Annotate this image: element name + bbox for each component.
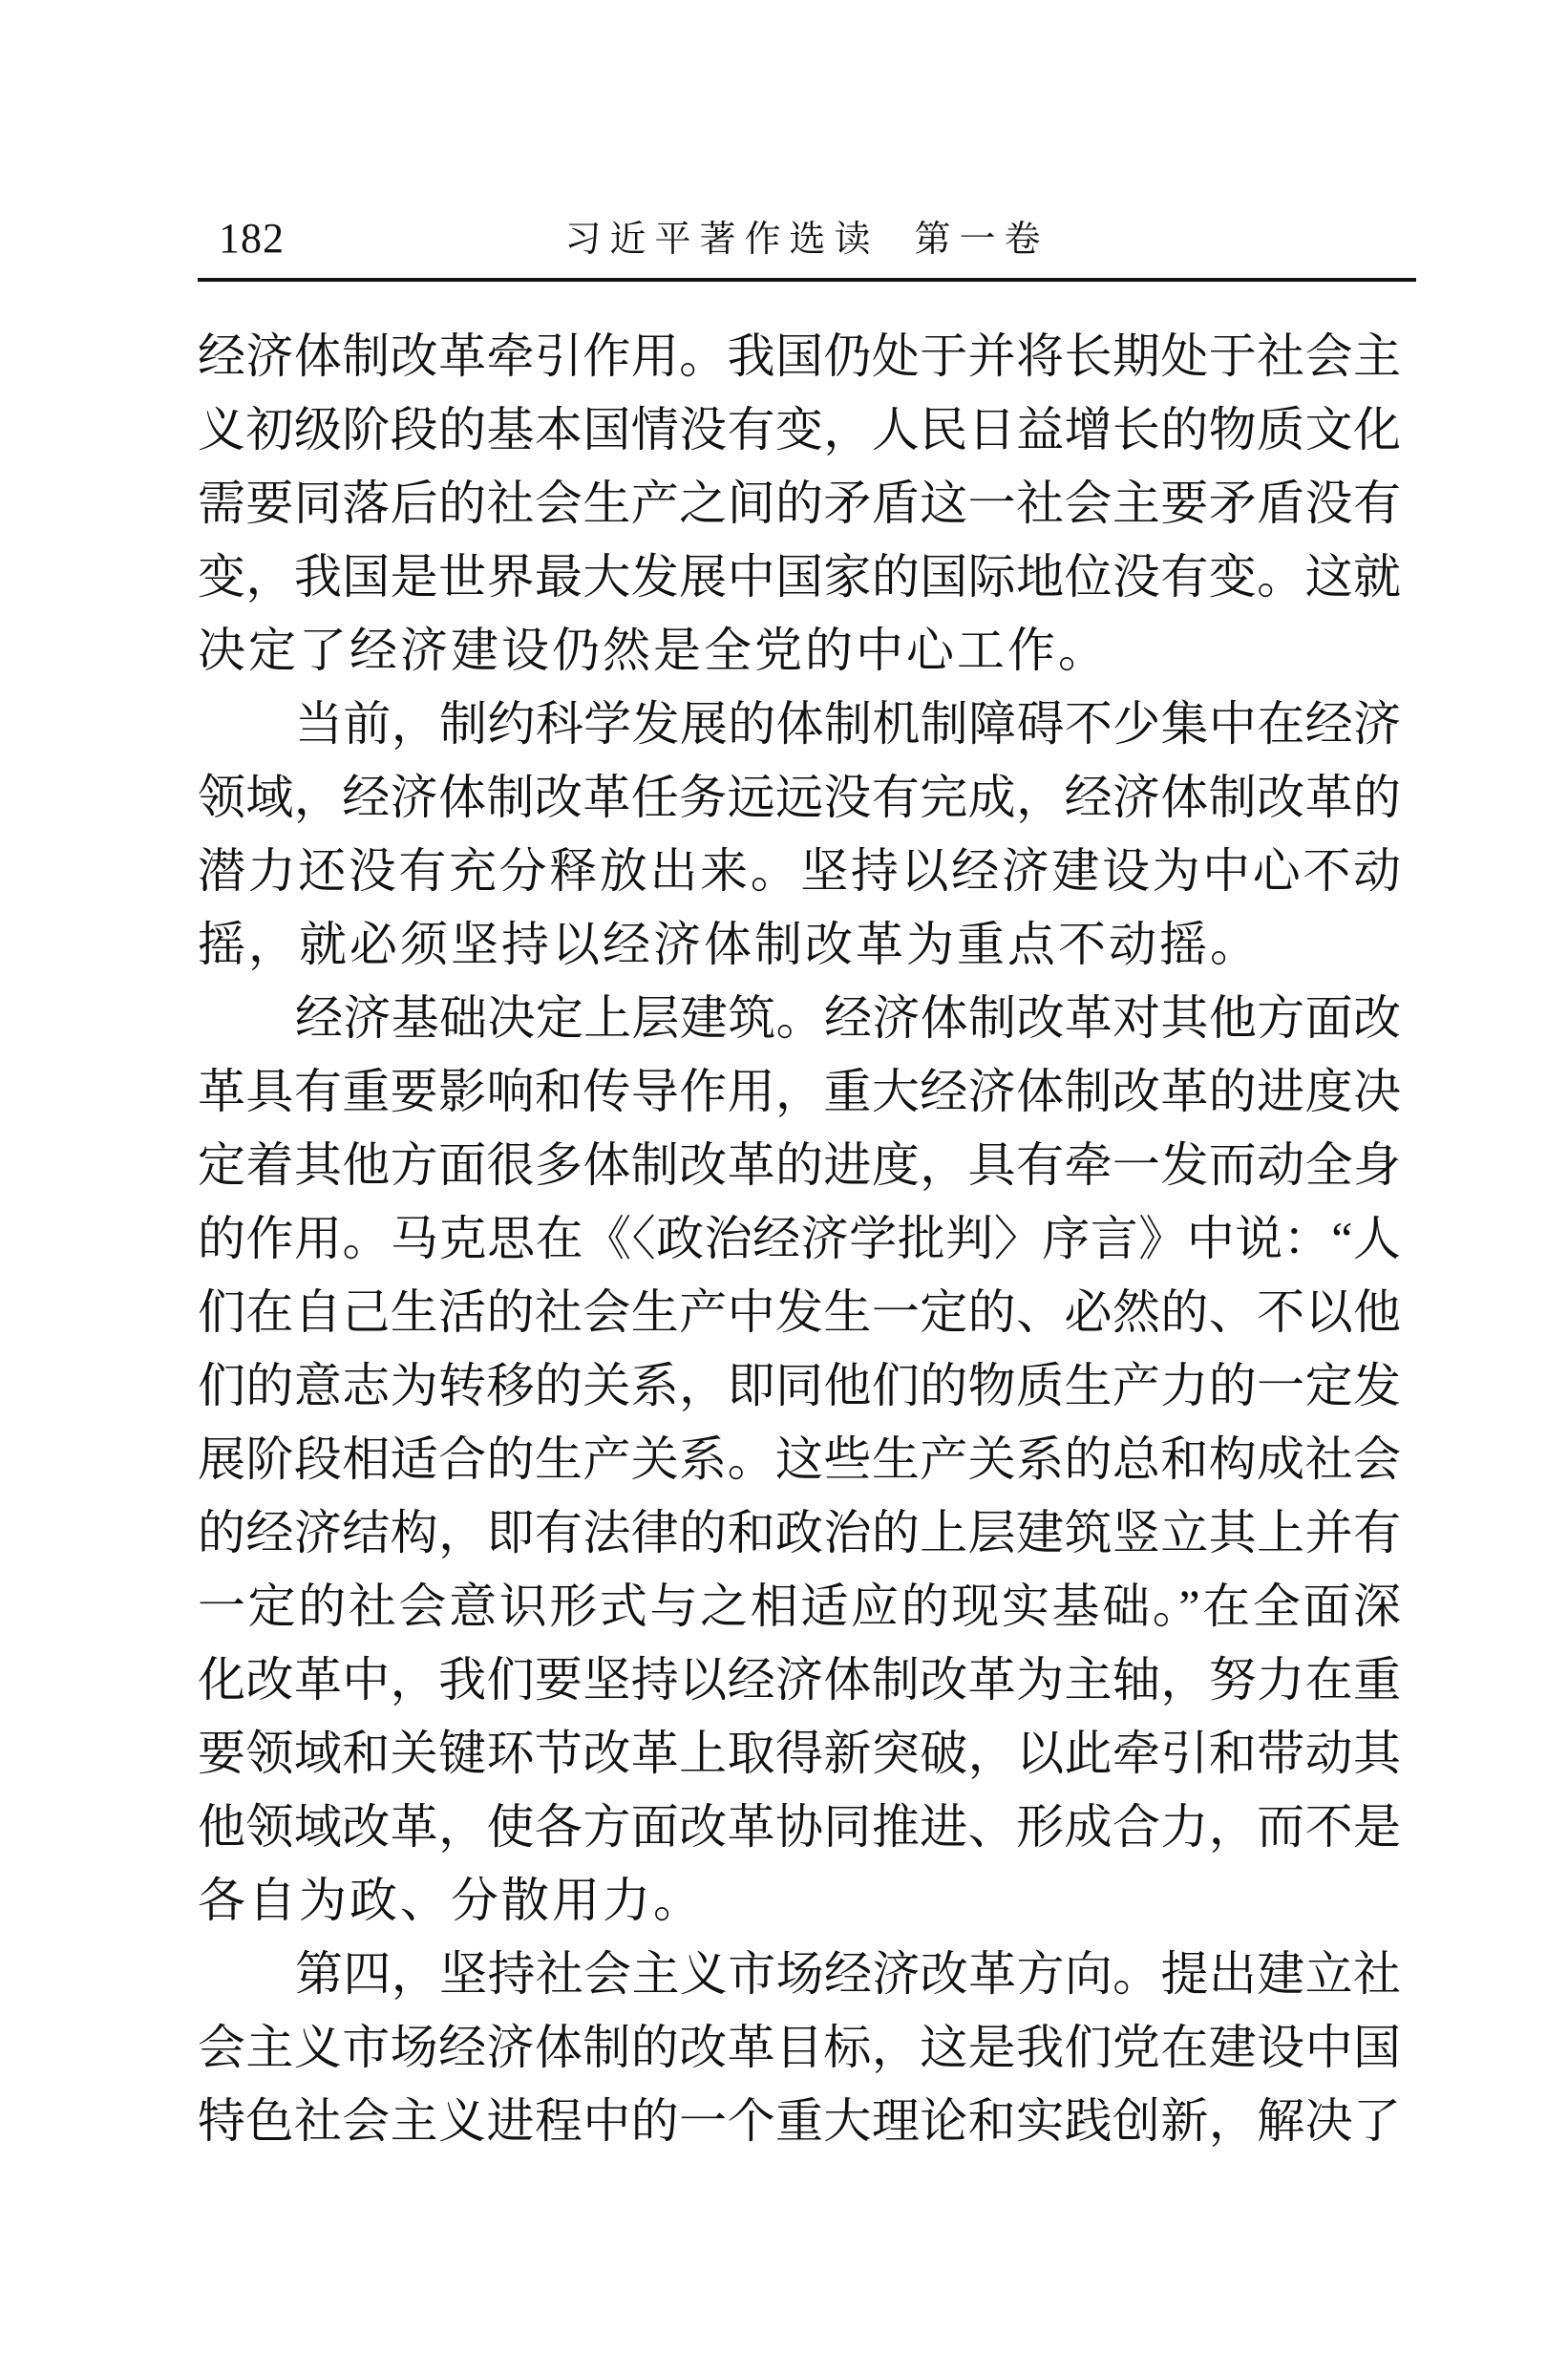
text-line: 当前，制约科学发展的体制机制障碍不少集中在经济 [295, 697, 1401, 751]
text-line: 经济体制改革牵引作用。我国仍处于并将长期处于社会主 [198, 329, 1401, 383]
text-line: 定着其他方面很多体制改革的进度，具有牵一发而动全身 [198, 1138, 1401, 1192]
text-line: 展阶段相适合的生产关系。这些生产关系的总和构成社会 [198, 1432, 1401, 1486]
text-line: 第四，坚持社会主义市场经济改革方向。提出建立社 [295, 1947, 1401, 2001]
text-line: 各自为政、分散用力。 [198, 1874, 704, 1927]
text-line: 会主义市场经济体制的改革目标，这是我们党在建设中国 [198, 2021, 1401, 2074]
text-line: 的经济结构，即有法律的和政治的上层建筑竖立其上并有 [198, 1506, 1401, 1559]
text-line: 革具有重要影响和传导作用，重大经济体制改革的进度决 [198, 1065, 1401, 1118]
page-number: 182 [219, 215, 285, 262]
text-line: 决定了经济建设仍然是全党的中心工作。 [198, 624, 1109, 677]
text-line: 们的意志为转移的关系，即同他们的物质生产力的一定发 [198, 1359, 1401, 1412]
header-rule [198, 278, 1416, 282]
running-head [198, 212, 1416, 260]
text-line: 一定的社会意识形式与之相适应的现实基础。”在全面深 [198, 1580, 1401, 1633]
text-line: 领域，经济体制改革任务远远没有完成，经济体制改革的 [198, 771, 1401, 824]
text-line: 变，我国是世界最大发展中国家的国际地位没有变。这就 [198, 550, 1401, 604]
text-line: 经济基础决定上层建筑。经济体制改革对其他方面改 [295, 991, 1401, 1045]
text-line: 摇，就必须坚持以经济体制改革为重点不动摇。 [198, 918, 1261, 971]
text-line: 特色社会主义进程中的一个重大理论和实践创新，解决了 [198, 2094, 1401, 2148]
text-line: 潜力还没有充分释放出来。坚持以经济建设为中心不动 [198, 844, 1401, 898]
text-line: 他领域改革，使各方面改革协同推进、形成合力，而不是 [198, 1800, 1401, 1854]
text-line: 义初级阶段的基本国情没有变，人民日益增长的物质文化 [198, 403, 1401, 456]
text-line: 们在自己生活的社会生产中发生一定的、必然的、不以他 [198, 1285, 1401, 1339]
book-title: 习近平著作选读 第一卷 [564, 220, 1049, 260]
text-line: 需要同落后的社会生产之间的矛盾这一社会主要矛盾没有 [198, 477, 1401, 530]
text-line: 的作用。马克思在《〈政治经济学批判〉序言》中说：“人 [198, 1212, 1401, 1265]
text-line: 要领域和关键环节改革上取得新突破，以此牵引和带动其 [198, 1727, 1401, 1780]
text-line: 化改革中，我们要坚持以经济体制改革为主轴，努力在重 [198, 1653, 1401, 1707]
page-body [198, 320, 1401, 2158]
